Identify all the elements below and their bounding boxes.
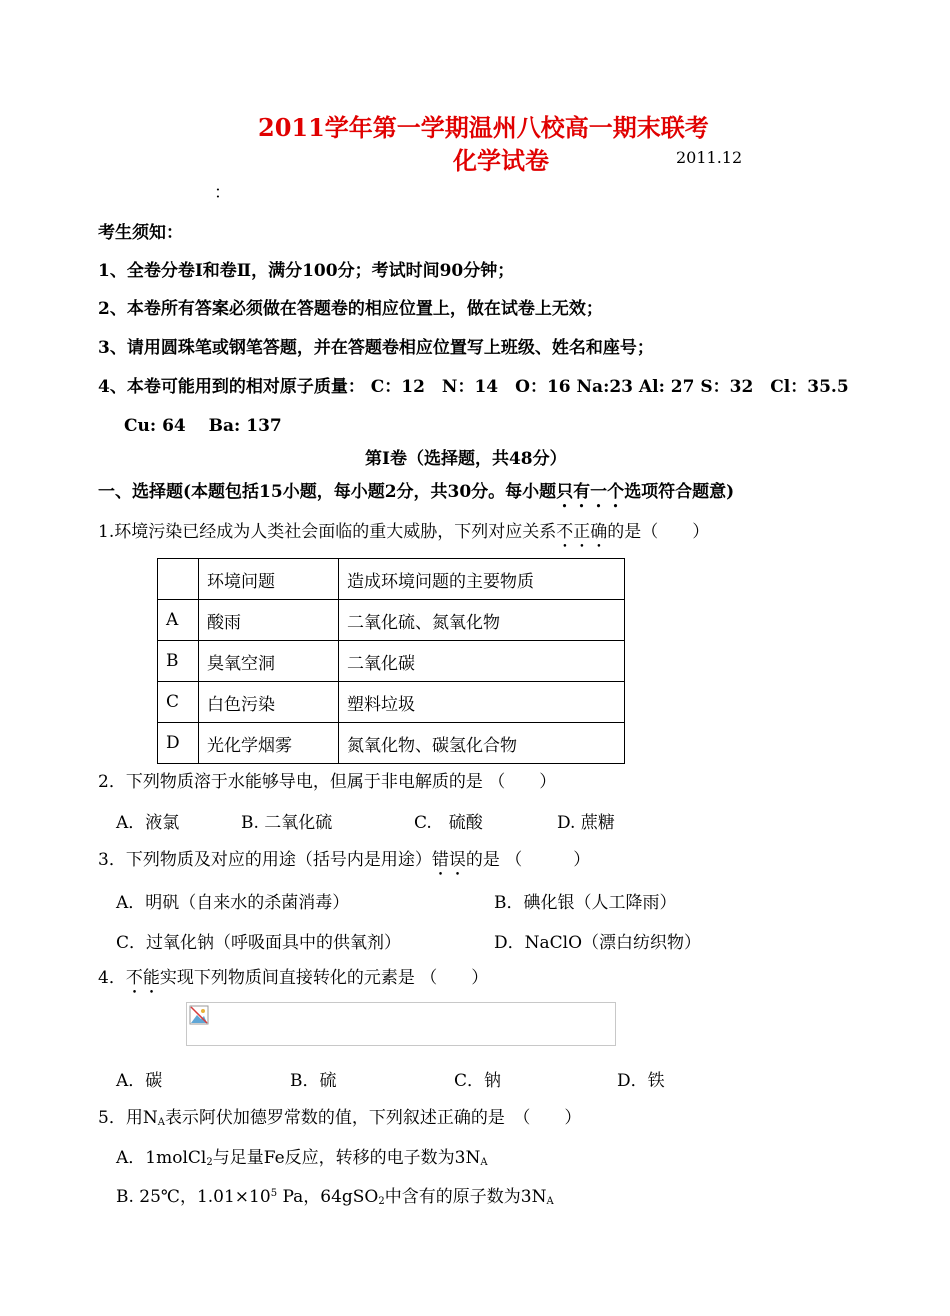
missing-image-placeholder [186,1002,616,1046]
question-2-stem: 2．下列物质溶于水能够导电，但属于非电解质的是 （ ） [98,772,557,792]
q3-option-a: A．明矾（自来水的杀菌消毒） [116,893,350,913]
table-row [158,641,625,682]
table-cell: C [158,682,199,723]
q5b-sub: 2 [378,1196,385,1207]
exam-title: 2011学年第一学期温州八校高一期末联考 [258,113,709,142]
q5b-part: B. 25℃，1.01×10 [116,1187,271,1207]
question-1-table [157,558,625,764]
table-cell: 氮氧化物、碳氢化合物 [339,723,625,764]
q4-option-b: B．硫 [290,1071,337,1091]
notice-item-2: 2、本卷所有答案必须做在答题卷的相应位置上，做在试卷上无效； [98,299,603,319]
q3-option-b: B．碘化银（人工降雨） [494,893,677,913]
notice-heading: 考生须知： [98,223,183,243]
table-header-row [158,559,625,600]
q5a-part: 与足量Fe反应，转移的电子数为3N [212,1148,481,1168]
table-header-cell [158,559,199,600]
q5b-part: 中含有的原子数为3N [384,1187,547,1207]
q5b-sup: 5 [270,1188,278,1199]
q5a-part: A．1molCl [116,1148,207,1168]
question-3-stem [98,845,590,880]
q5-stem-post: 表示阿伏加德罗常数的值，下列叙述正确的是 （ ） [164,1108,582,1128]
section-lead: 一、选择题(本题包括15小题，每小题2分，共30分。每小题 [98,482,557,502]
table-cell: D [158,723,199,764]
q5b-sub: A [546,1196,554,1207]
table-cell: 二氧化硫、氮氧化物 [339,600,625,641]
q5a-sub: A [480,1157,488,1168]
q4-emphasis: 不能 [125,968,160,988]
table-cell: 白色污染 [199,682,339,723]
q2-option-c: C. 硫酸 [414,813,483,833]
q3-lead: 3．下列物质及对应的用途（括号内是用途） [98,850,432,870]
q2-option-b: B. 二氧化硫 [241,813,333,833]
notice-item-4-cont: Cu: 64 Ba: 137 [124,416,282,436]
q1-lead: 1.环境污染已经成为人类社会面临的重大威胁，下列对应关系 [98,522,557,542]
q4-option-d: D．铁 [617,1071,665,1091]
section-tail: 选项符合题意) [624,482,735,502]
q4-option-a: A．碳 [116,1071,163,1091]
q5b-part: Pa，64gSO [277,1187,379,1207]
question-5-stem [98,1103,581,1128]
broken-image-icon [189,1005,209,1025]
q1-tail: 的是（ ） [607,522,710,542]
table-row [158,682,625,723]
table-row [158,723,625,764]
table-cell: 酸雨 [199,600,339,641]
section-heading [98,477,734,512]
table-header-cell: 造成环境问题的主要物质 [339,559,625,600]
section-emphasis: 只有一个 [556,482,625,502]
notice-item-1: 1、全卷分卷Ⅰ和卷Ⅱ，满分100分；考试时间90分钟； [98,261,515,281]
q4-prefix: 4． [98,968,126,988]
table-cell: A [158,600,199,641]
table-header-cell: 环境问题 [199,559,339,600]
part1-heading: 第Ⅰ卷（选择题，共48分） [365,449,567,469]
table-cell: 臭氧空洞 [199,641,339,682]
q2-option-d: D. 蔗糖 [557,813,615,833]
table-cell: 二氧化碳 [339,641,625,682]
q4-tail: 实现下列物质间直接转化的元素是 （ ） [159,968,489,988]
q3-tail: 的是 （ ） [465,850,591,870]
q1-emphasis: 不正确 [556,522,608,542]
q3-option-c: C．过氧化钠（呼吸面具中的供氧剂） [116,933,402,953]
q5-option-a [116,1143,488,1168]
q5a-sub: 2 [206,1157,213,1168]
question-1-stem [98,517,709,552]
q2-option-a: A．液氯 [116,813,180,833]
q5-stem-sub: A [157,1117,165,1128]
q3-option-d: D．NaClO（漂白纺织物） [494,933,702,953]
exam-date: 2011.12 [676,148,743,167]
notice-item-3: 3、请用圆珠笔或钢笔答题，并在答题卷相应位置写上班级、姓名和座号； [98,338,654,358]
notice-item-4: 4、本卷可能用到的相对原子质量： C：12 N：14 O：16 Na:23 Al: 27 S：32 Cl：35.5 [98,377,849,397]
stray-mark: ： [214,183,231,203]
table-cell: B [158,641,199,682]
table-cell: 光化学烟雾 [199,723,339,764]
table-row [158,600,625,641]
q5-stem-pre: 5．用N [98,1108,158,1128]
table-cell: 塑料垃圾 [339,682,625,723]
exam-subtitle: 化学试卷 [453,146,549,175]
q3-emphasis: 错误 [431,850,466,870]
question-4-stem [98,963,488,998]
q4-option-c: C．钠 [454,1071,502,1091]
q5-option-b [116,1182,554,1207]
